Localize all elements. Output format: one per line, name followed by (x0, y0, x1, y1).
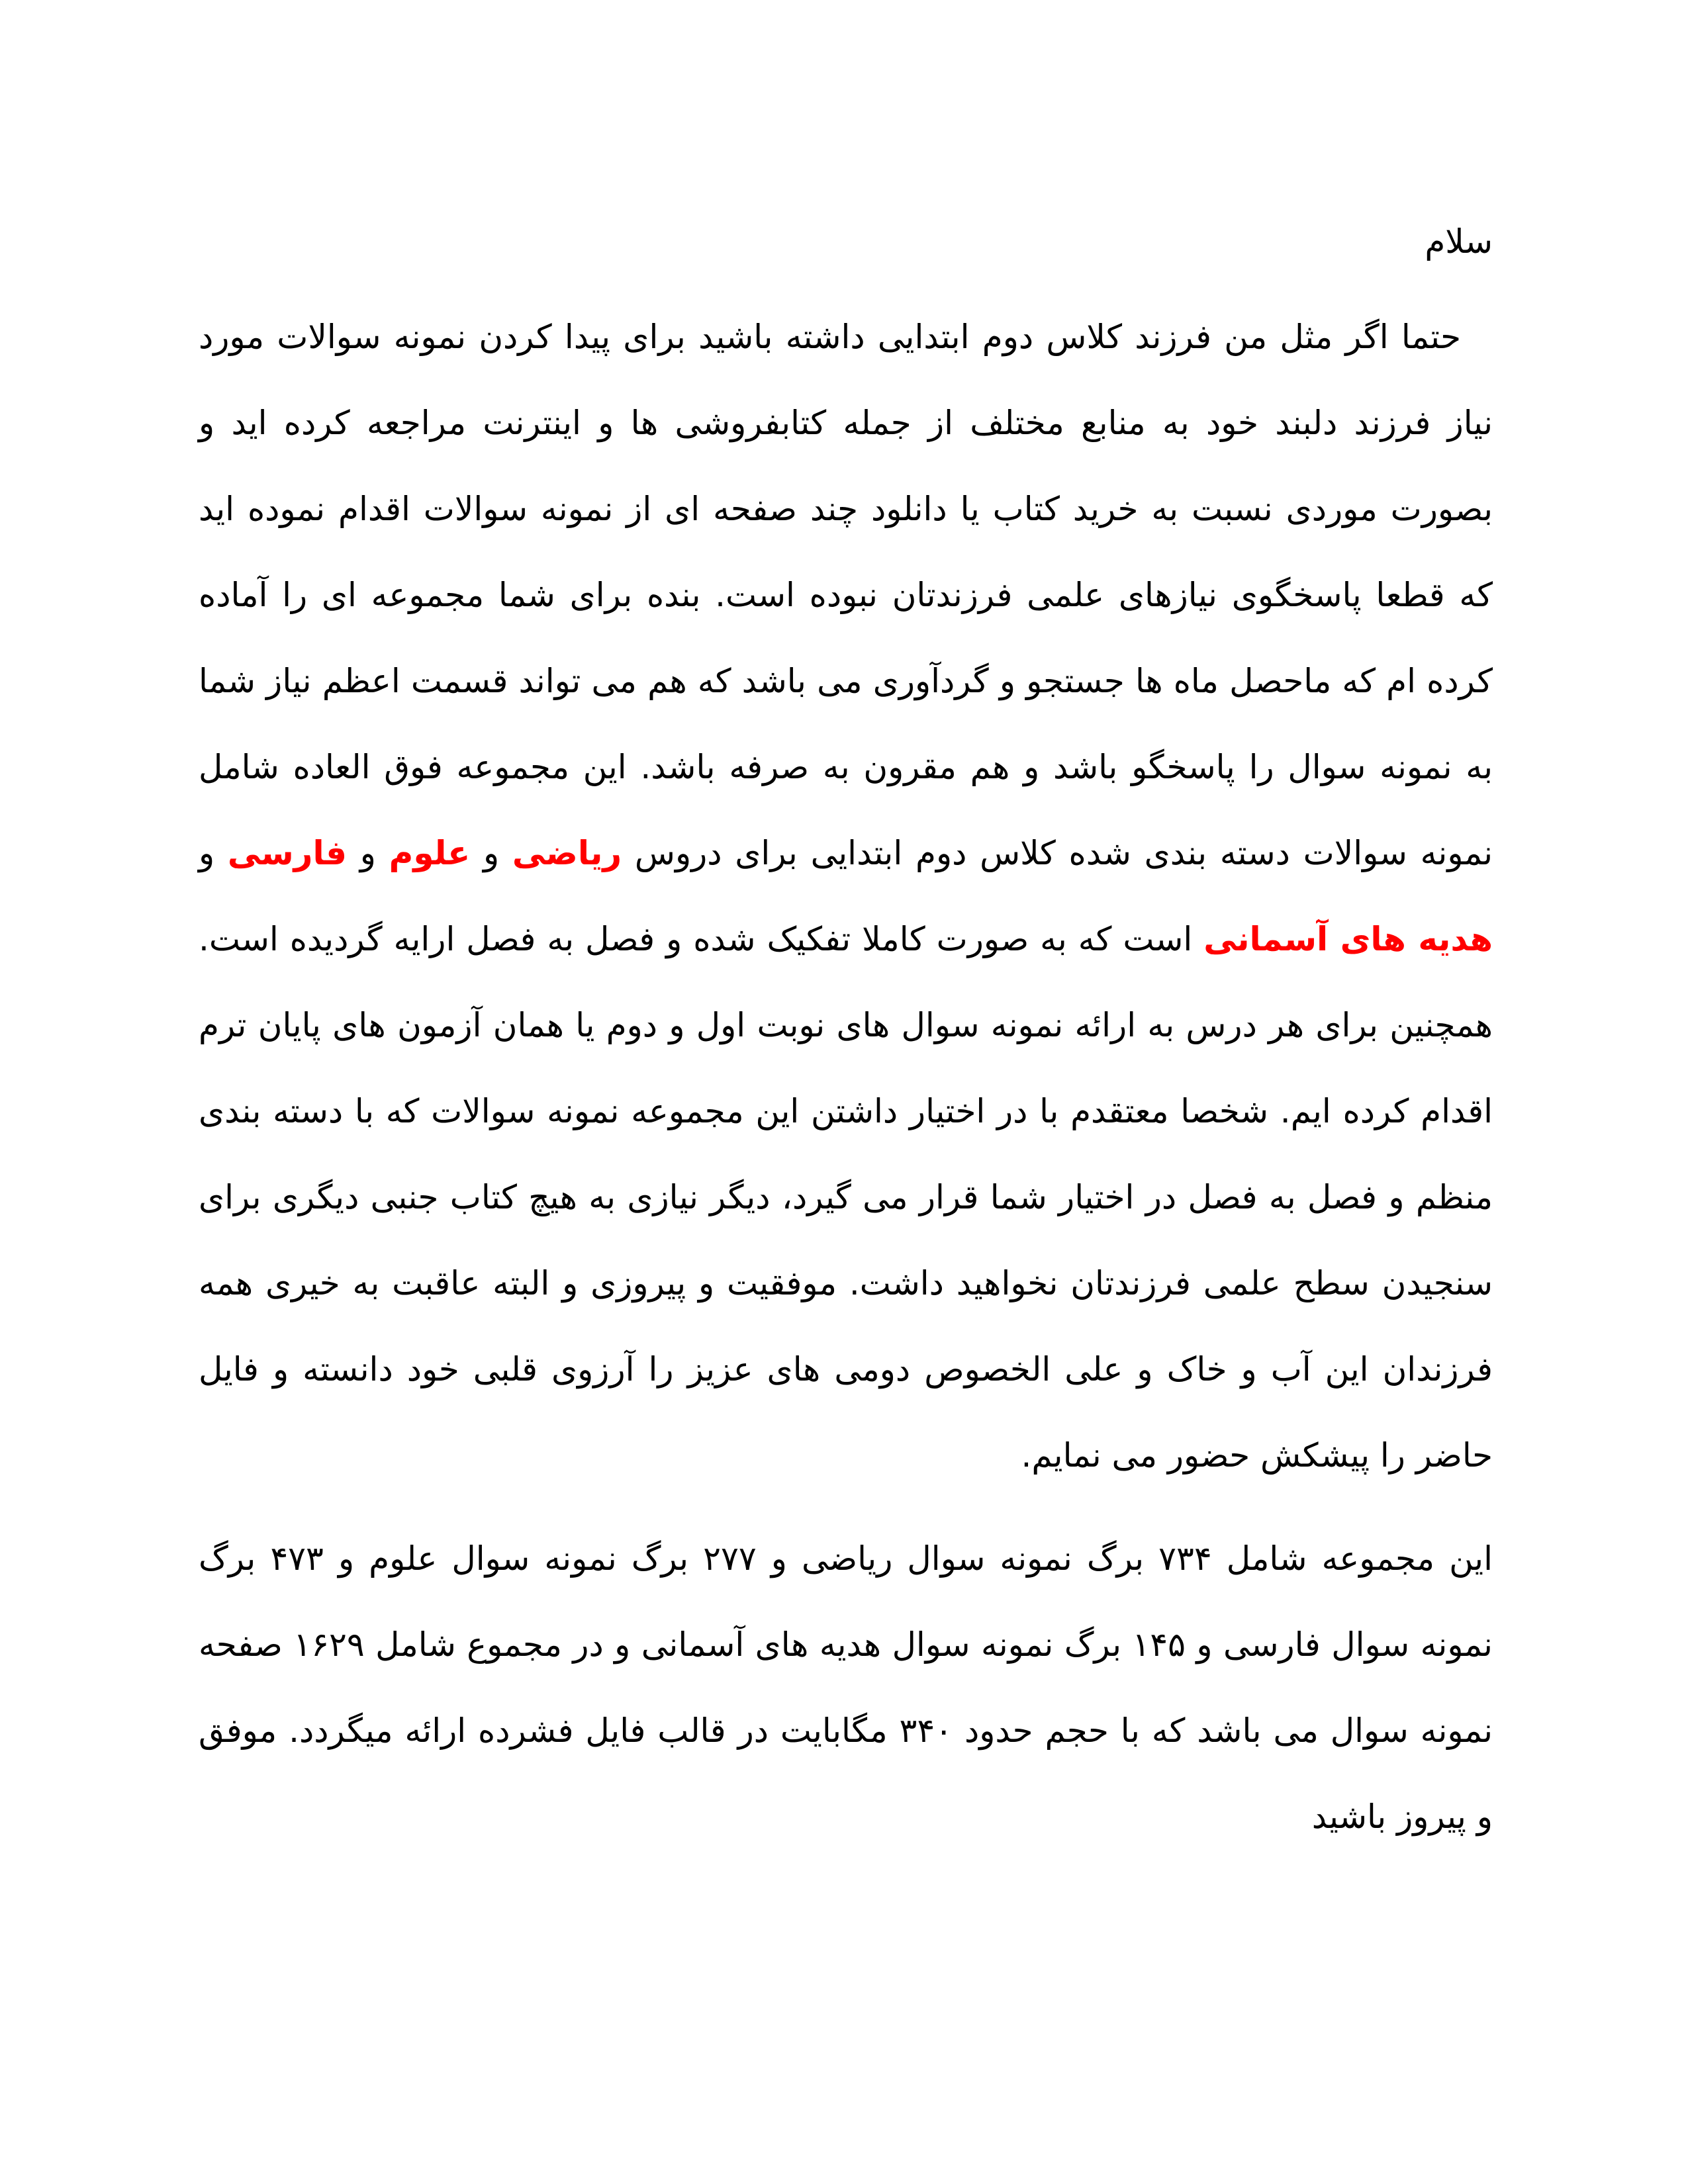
subject-farsi: فارسی (227, 834, 347, 872)
greeting-line: سلام (1425, 222, 1493, 261)
paragraph-intro (199, 294, 1493, 1498)
conjunction-1: و (470, 834, 512, 872)
paragraph-stats: این مجموعه شامل ۷۳۴ برگ نمونه سوال ریاضی و ۲۷۷ برگ نمونه سوال علوم و ۴۷۳ برگ نمونه سوال فارسی و ۱۴۵ برگ نمونه سوال هدیه های آسمانی و در مجموع شامل ۱۶۲۹ صفحه نمونه سوال می باشد که با حجم حدود ۳۴۰ مگابایت در قالب فایل فشرده ارائه میگردد. موفق و پیروز باشید (199, 1539, 1493, 1836)
letter-body (199, 199, 1493, 1860)
conjunction-3: و (199, 834, 228, 872)
subject-math: ریاضی (512, 834, 622, 872)
para1-outro-text: است که به صورت کاملا تفکیک شده و فصل به فصل ارایه گردیده است. همچنین برای هر درس به ارائه نمونه سوال های نوبت اول و دوم یا همان آزمون های پایان ترم اقدام کرده ایم. شخصا معتقدم با در اختیار داشتن این مجموعه نمونه سوالات که با دسته بندی منظم و فصل به فصل در اختیار شما قرار می گیرد، دیگر نیازی به هیچ کتاب جنبی دیگری برای سنجیدن سطح علمی فرزندتان نخواهید داشت. موفقیت و پیروزی و البته عاقبت به خیری همه فرزندان این آب و خاک و علی الخصوص دومی های عزیز را آرزوی قلبی خود دانسته و فایل حاضر را پیشکش حضور می نمایم. (199, 920, 1493, 1475)
subject-heavenly-gifts: هدیه های آسمانی (1203, 920, 1493, 958)
conjunction-2: و (346, 834, 389, 872)
subject-science: علوم (389, 834, 471, 872)
para1-intro-text: حتما اگر مثل من فرزند کلاس دوم ابتدایی داشته باشید برای پیدا کردن نمونه سوالات مورد نیاز فرزند دلبند خود به منابع مختلف از جمله کتابفروشی ها و اینترنت مراجعه کرده اید و بصورت موردی نسبت به خرید کتاب یا دانلود چند صفحه ای از نمونه سوالات اقدام نموده اید که قطعا پاسخگوی نیازهای علمی فرزندتان نبوده است. بنده برای شما مجموعه ای را آماده کرده ام که ماحصل ماه ها جستجو و گردآوری می باشد که هم می تواند قسمت اعظم نیاز شما به نمونه سوال را پاسخگو باشد و هم مقرون به صرفه باشد. این مجموعه فوق العاده شامل نمونه سوالات دسته بندی شده کلاس دوم ابتدایی برای دروس (199, 318, 1493, 872)
